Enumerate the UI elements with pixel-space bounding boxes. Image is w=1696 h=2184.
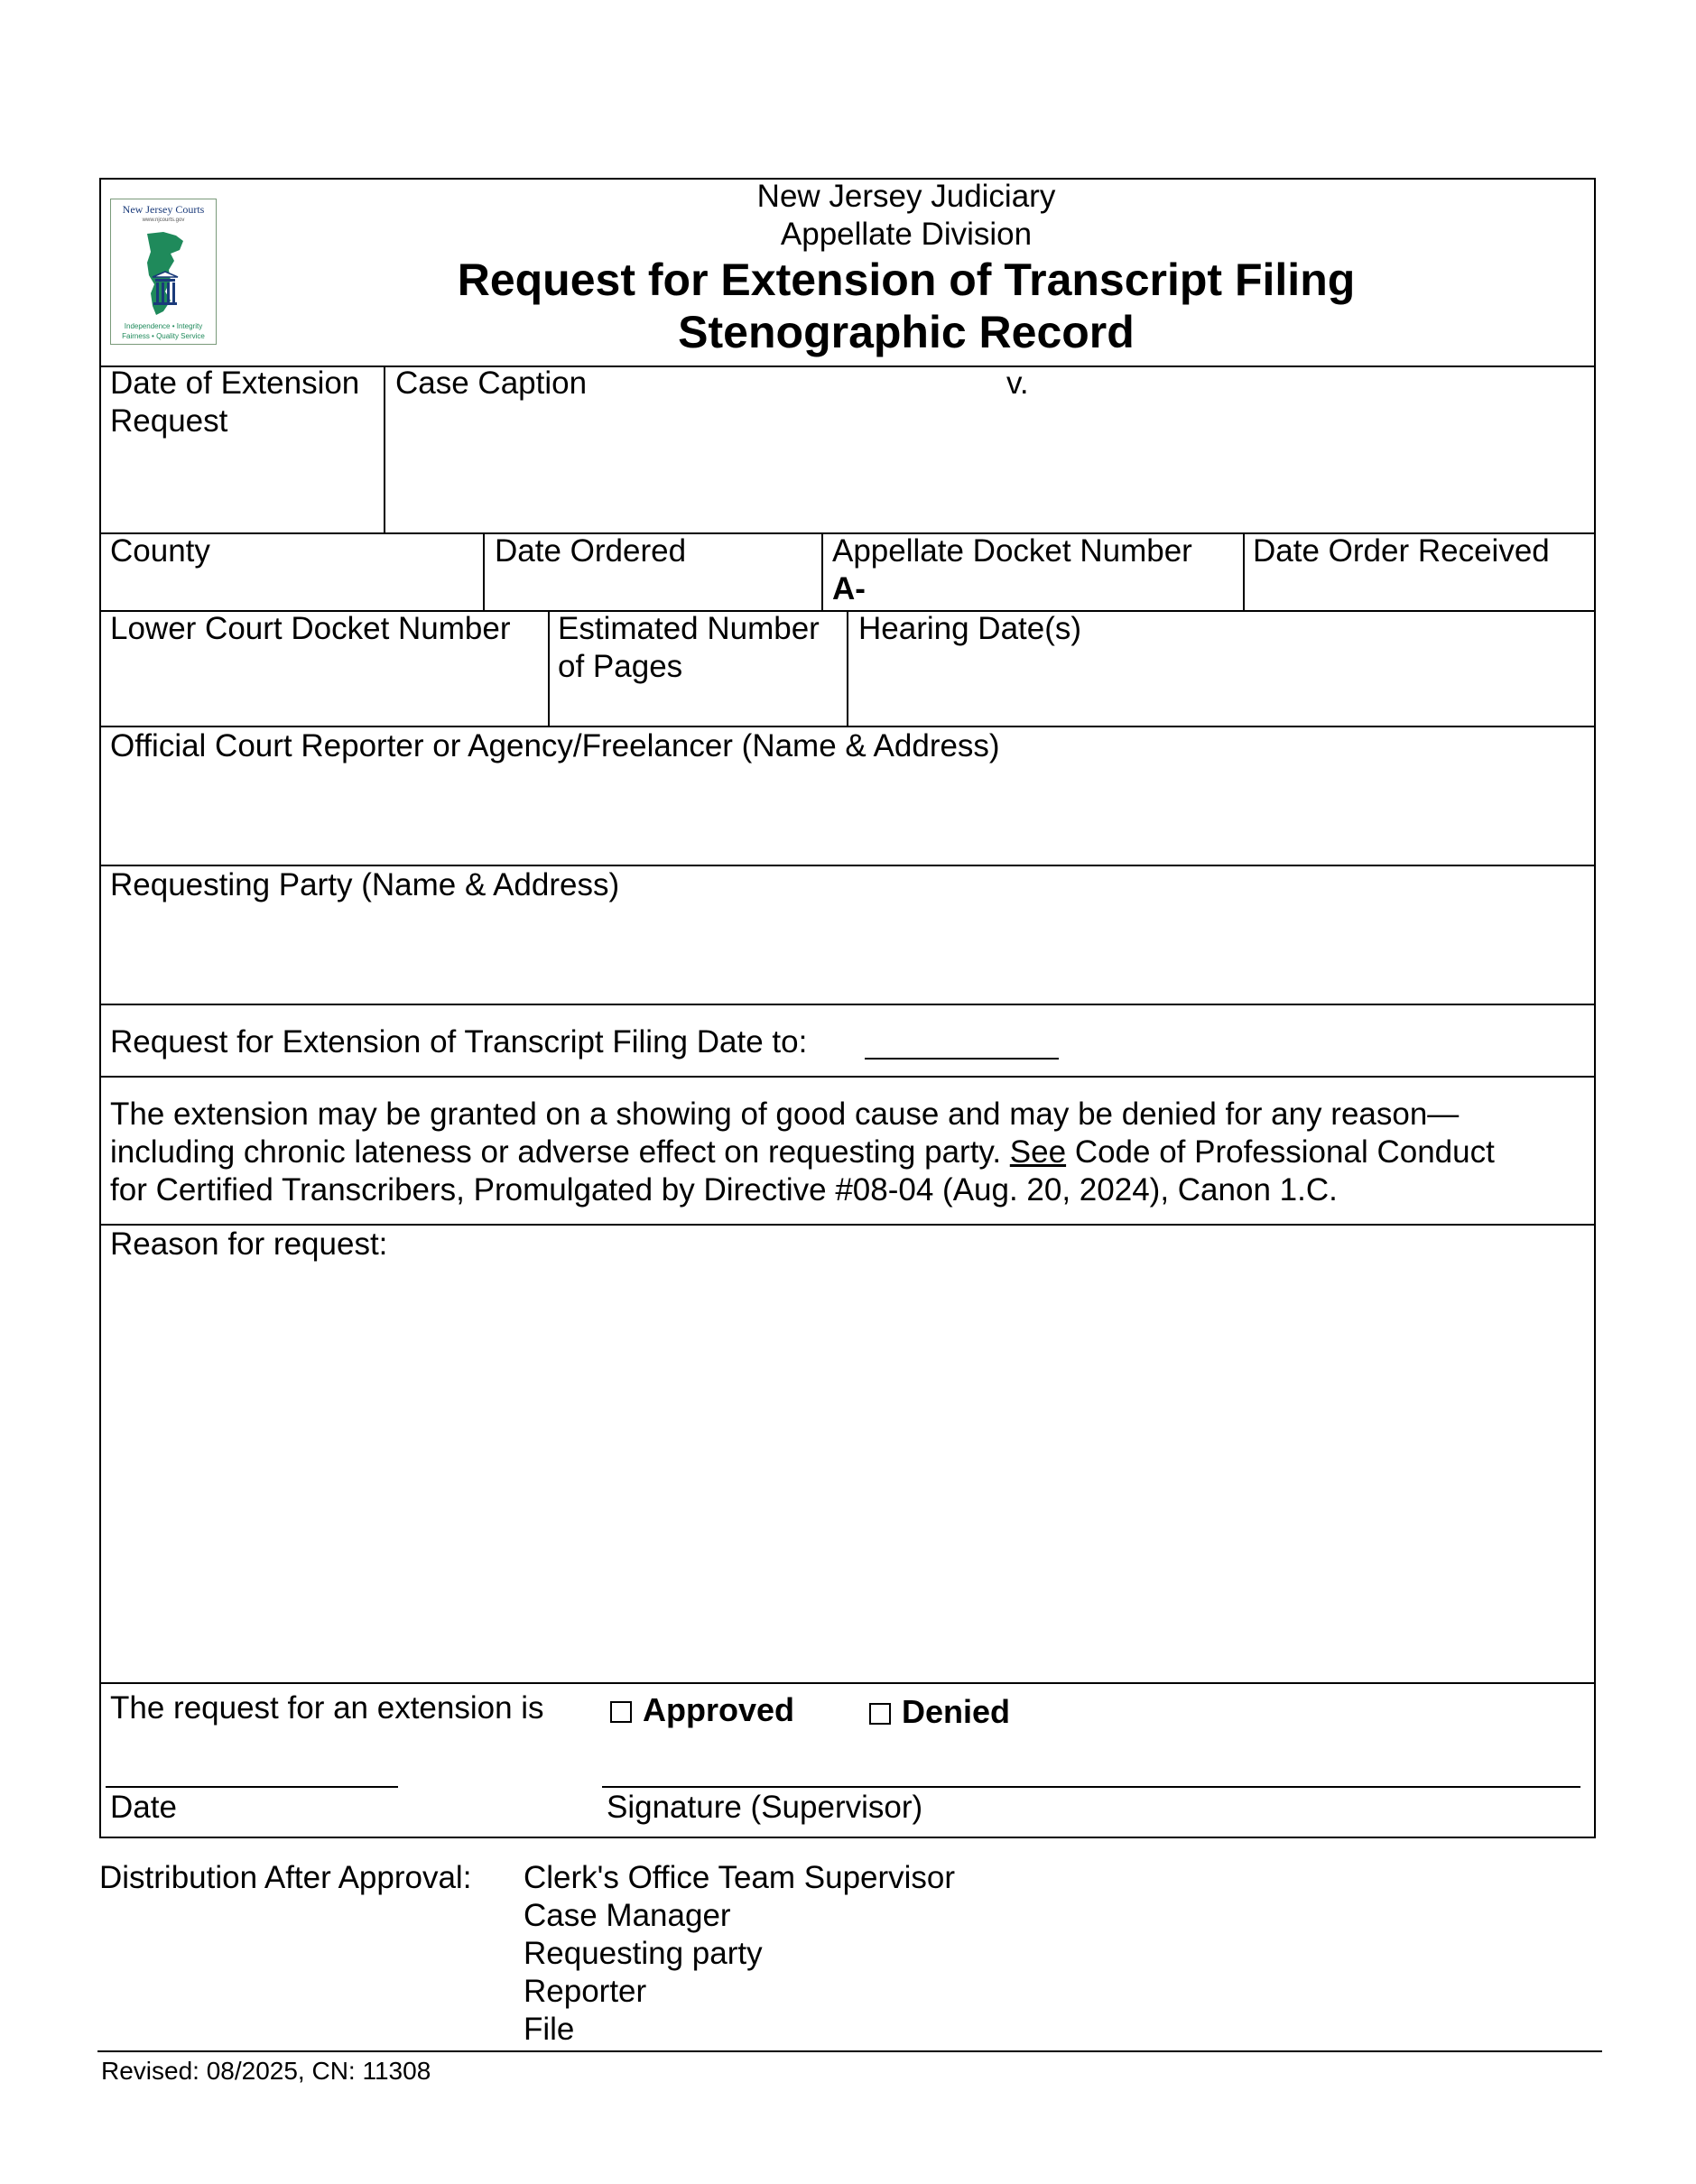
date-of-extension-label-line2: Request xyxy=(110,403,228,439)
county-label: County xyxy=(110,533,210,569)
list-item: Clerk's Office Team Supervisor xyxy=(524,1860,956,1895)
supervisor-signature-line[interactable] xyxy=(602,1786,1580,1788)
denied-checkbox[interactable] xyxy=(869,1703,891,1725)
form-header xyxy=(217,178,1596,367)
divider xyxy=(847,610,848,726)
list-item: Case Manager xyxy=(524,1898,731,1933)
versus-label: v. xyxy=(1006,366,1029,401)
header-org: New Jersey Judiciary xyxy=(756,179,1056,214)
date-of-extension-label-line1: Date of Extension xyxy=(110,366,360,401)
form-subtitle: Stenographic Record xyxy=(678,307,1135,357)
divider xyxy=(548,610,550,726)
header-division: Appellate Division xyxy=(780,217,1033,252)
extension-date-field[interactable] xyxy=(865,1058,1059,1060)
case-caption-label: Case Caption xyxy=(395,366,588,401)
denied-label: Denied xyxy=(902,1693,1011,1730)
date-signature-line[interactable] xyxy=(106,1786,398,1788)
notice-line-2-text: including chronic lateness or adverse effect on requesting party. xyxy=(110,1134,1002,1170)
estimated-pages-label xyxy=(558,610,820,686)
hearing-dates-label: Hearing Date(s) xyxy=(858,611,1082,646)
list-item: File xyxy=(524,2012,575,2047)
estimated-pages-label-line2: of Pages xyxy=(558,649,683,684)
date-order-received-label: Date Order Received xyxy=(1253,533,1550,569)
divider xyxy=(99,1682,1596,1684)
denied-option[interactable] xyxy=(869,1693,1010,1731)
notice-line-2 xyxy=(110,1134,1495,1171)
list-item: Reporter xyxy=(524,1974,647,2009)
divider xyxy=(99,1004,1596,1005)
notice-see: See xyxy=(1009,1134,1067,1170)
court-reporter-label: Official Court Reporter or Agency/Freelancer (Name & Address) xyxy=(110,728,1000,763)
estimated-pages-label-line1: Estimated Number xyxy=(558,611,820,646)
lower-court-docket-label: Lower Court Docket Number xyxy=(110,611,511,646)
date-ordered-label: Date Ordered xyxy=(495,533,687,569)
divider xyxy=(1243,532,1245,610)
date-label: Date xyxy=(110,1790,177,1825)
decision-label: The request for an extension is xyxy=(110,1690,544,1726)
revision-note: Revised: 08/2025, CN: 11308 xyxy=(101,2057,431,2085)
notice-line-2-code: Code of Professional Conduct xyxy=(1074,1134,1495,1170)
logo-name: New Jersey Courts xyxy=(122,203,205,216)
approved-checkbox[interactable] xyxy=(610,1701,632,1723)
logo-tagline-2: Fairness • Quality Service xyxy=(122,332,205,340)
requesting-party-label: Requesting Party (Name & Address) xyxy=(110,867,620,902)
nj-courts-logo xyxy=(110,199,217,345)
signature-label: Signature (Supervisor) xyxy=(607,1790,923,1825)
date-of-extension-label xyxy=(110,365,359,440)
appellate-docket-label: Appellate Docket Number xyxy=(832,533,1192,569)
divider xyxy=(821,532,823,610)
appellate-docket-prefix: A- xyxy=(832,571,866,606)
approved-label: Approved xyxy=(643,1691,795,1728)
notice-line-1: The extension may be granted on a showing of good cause and may be denied for any reason— xyxy=(110,1097,1460,1132)
distribution-label: Distribution After Approval: xyxy=(99,1860,472,1895)
reason-label: Reason for request: xyxy=(110,1226,388,1262)
logo-url: www.njcourts.gov xyxy=(142,217,185,223)
distribution-list xyxy=(524,1859,955,2049)
divider xyxy=(384,366,385,532)
list-item: Requesting party xyxy=(524,1936,763,1971)
divider xyxy=(483,532,485,610)
divider xyxy=(99,1076,1596,1078)
approved-option[interactable] xyxy=(610,1691,794,1729)
notice-line-3: for Certified Transcribers, Promulgated by Directive #08-04 (Aug. 20, 2024), Canon 1.C. xyxy=(110,1172,1338,1208)
extension-date-label: Request for Extension of Transcript Filing Date to: xyxy=(110,1024,808,1060)
footer-rule xyxy=(97,2050,1602,2052)
form-title: Request for Extension of Transcript Filing xyxy=(457,254,1356,305)
logo-tagline-1: Independence • Integrity xyxy=(124,322,203,330)
